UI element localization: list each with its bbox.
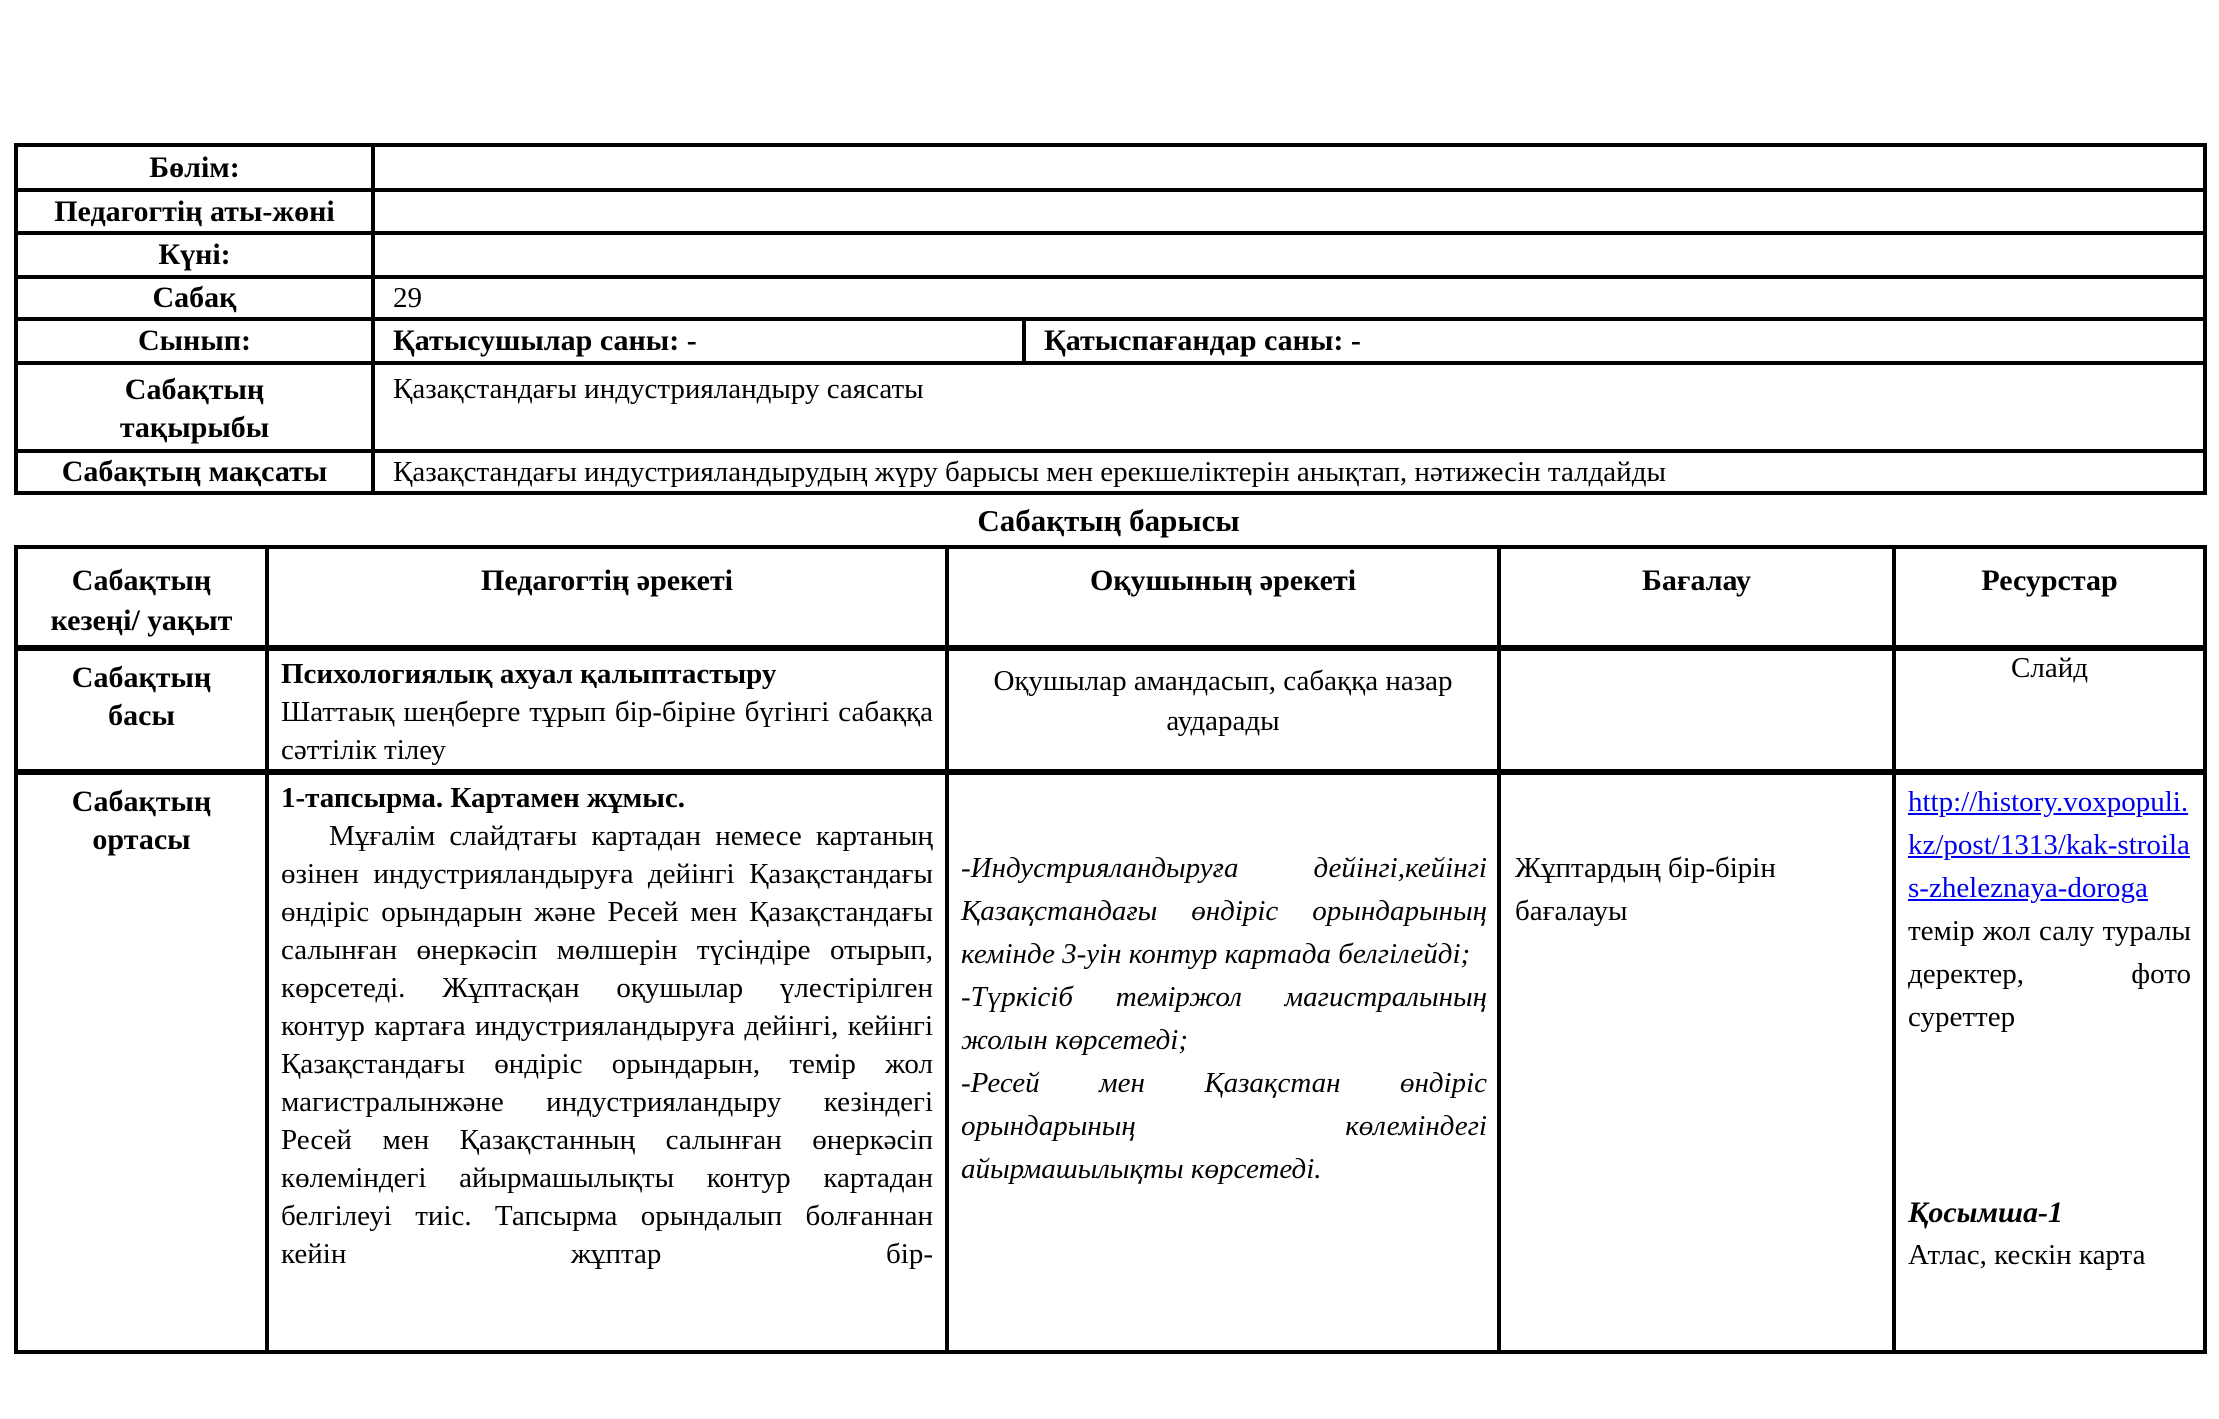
column-header-teacher: Педагогтің әрекеті <box>267 547 947 648</box>
bolim-value <box>373 145 2205 190</box>
column-header-resources: Ресурстар <box>1894 547 2205 648</box>
table-row-lesson-start <box>16 648 2205 772</box>
resources-middle <box>1894 772 2205 1352</box>
table-row-kuni <box>16 233 2205 277</box>
date-label: Күні: <box>16 233 373 277</box>
appendix-label: Қосымша-1 <box>1908 1196 2064 1229</box>
pedagog-name-value <box>373 190 2205 233</box>
teacher-action-middle-title: 1-тапсырма. Картамен жұмыс. <box>281 782 685 814</box>
resources-middle-paragraph <box>1908 781 2191 1039</box>
resource-link[interactable]: http://history.voxpopuli.kz/post/1313/kak-stroilas-zheleznaya-doroga <box>1908 786 2190 904</box>
lesson-flow-table <box>14 545 2207 1354</box>
date-value <box>373 233 2205 277</box>
resource-link-description: темір жол салу туралы деректер, фото суреттер <box>1908 915 2191 1033</box>
teacher-action-start-text: Шаттаық шеңберге тұрып бір-біріне бүгінгі сабаққа сәттілік тілеу <box>281 696 933 766</box>
materials-text: Атлас, кескін карта <box>1908 1239 2146 1271</box>
resources-start: Слайд <box>1894 648 2205 772</box>
table-row-bolim <box>16 145 2205 190</box>
section-heading: Сабақтың барысы <box>977 503 1240 538</box>
column-header-student: Оқушының әрекеті <box>947 547 1499 648</box>
student-action-middle <box>947 772 1499 1352</box>
document-content <box>14 143 2203 1354</box>
bolim-label: Бөлім: <box>16 145 373 190</box>
teacher-action-middle <box>267 772 947 1352</box>
student-action-item: -Түркісіб теміржол магистралының жолын көрсетеді; <box>961 981 1487 1056</box>
column-header-stage: Сабақтың кезеңі/ уақыт <box>16 547 267 648</box>
table-row-takyryby <box>16 363 2205 451</box>
table-row-sabak <box>16 277 2205 319</box>
stage-start-label: Сабақтың басы <box>16 648 267 772</box>
topic-label: Сабақтың тақырыбы <box>16 363 373 451</box>
goal-label: Сабақтың мақсаты <box>16 451 373 493</box>
topic-value: Қазақстандағы индустрияландыру саясаты <box>373 363 2205 451</box>
assessment-start <box>1499 648 1894 772</box>
student-action-item: -Ресей мен Қазақстан өндіріс орындарының көлеміндегі айырмашылықты көрсетеді. <box>961 1067 1487 1185</box>
participants-count: Қатысушылар саны: - <box>373 319 1024 363</box>
assessment-middle: Жұптардың бір-бірін бағалауы <box>1499 772 1894 1352</box>
column-header-assessment: Бағалау <box>1499 547 1894 648</box>
teacher-action-middle-text: Мұғалім слайдтағы картадан немесе картаның өзінен индустрияландыруға дейінгі Қазақстандағы өндіріс орындарын және Ресей мен Қазақстандағы салынған өнеркәсіп мөлшерін түсіндіре отырып, көрсетеді. Жұптасқан оқушылар үлестірілген контур картаға индустрияландыруға дейінгі, кейінгі Қазақстандағы өндіріс орындарын, темір жол магистралынжәне индустрияландыру кезіндегі Ресей мен Қазақстанның салынған өнеркәсіп көлеміндегі айырмашылықты контур картадан белгілеуі тиіс. Тапсырма орындалып болғаннан кейін жұптар бір- <box>281 820 933 1270</box>
goal-value: Қазақстандағы индустрияландырудың жүру барысы мен ерекшеліктерін анықтап, нәтижесін талдайды <box>373 451 2205 493</box>
table-row-synyp <box>16 319 2205 363</box>
lesson-info-table <box>14 143 2207 495</box>
stage-middle-label: Сабақтың ортасы <box>16 772 267 1352</box>
table-row-maksaty <box>16 451 2205 493</box>
pedagog-name-label: Педагогтің аты-жөні <box>16 190 373 233</box>
teacher-action-start-title: Психологиялық ахуал қалыптастыру <box>281 658 777 690</box>
lesson-number-value: 29 <box>373 277 2205 319</box>
absents-count: Қатыспағандар саны: - <box>1024 319 2205 363</box>
table-row-pedagog <box>16 190 2205 233</box>
lesson-number-label: Сабақ <box>16 277 373 319</box>
teacher-action-start <box>267 648 947 772</box>
table-row-lesson-middle <box>16 772 2205 1352</box>
header-row <box>16 547 2205 648</box>
student-action-start: Оқушылар амандасып, сабаққа назар аударады <box>947 648 1499 772</box>
class-label: Сынып: <box>16 319 373 363</box>
student-action-item: -Индустрияландыруға дейінгі,кейінгі Қазақстандағы өндіріс орындарының кемінде 3-уін контур картада белгілейді; <box>961 852 1487 970</box>
